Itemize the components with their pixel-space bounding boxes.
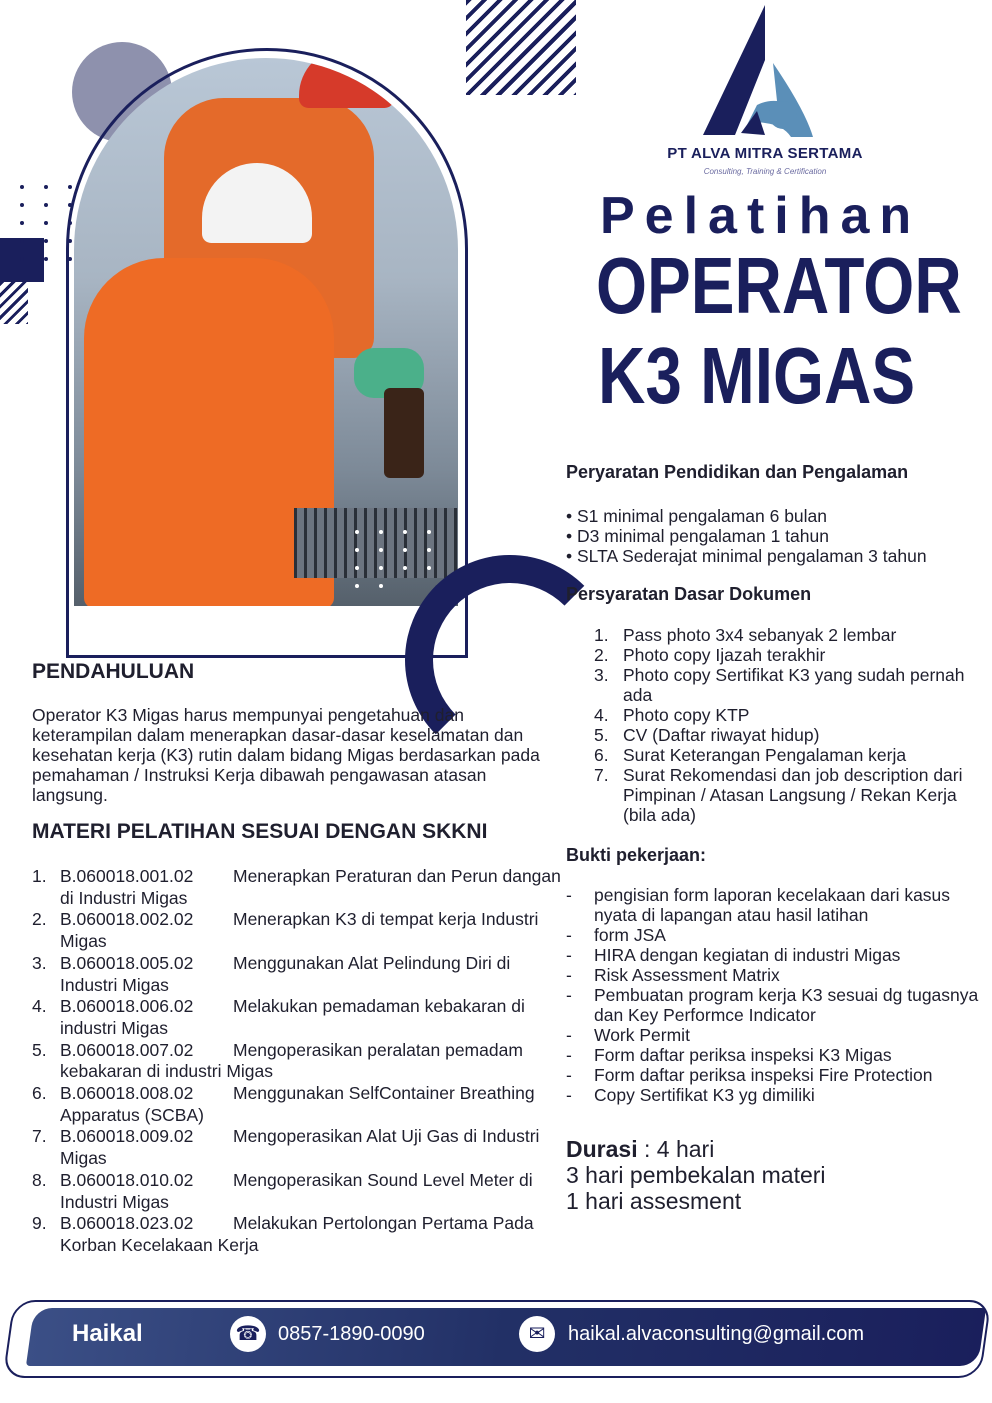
unit-code: B.060018.023.02 — [60, 1213, 194, 1234]
contact-phone[interactable]: 0857-1890-0090 — [278, 1323, 425, 1345]
unit-code: B.060018.002.02 — [60, 909, 194, 930]
item-number: 1. — [32, 866, 47, 886]
list-item: - form JSA — [566, 925, 986, 945]
list-item: CV (Daftar riwayat hidup) — [623, 725, 820, 745]
list-item: - Form daftar periksa inspeksi Fire Protection — [566, 1065, 986, 1085]
unit-title: Mengoperasikan Alat Uji Gas di Industri Migas — [60, 1126, 540, 1169]
duration-detail-2: 1 hari assesment — [566, 1188, 742, 1214]
unit-code: B.060018.010.02 — [60, 1169, 194, 1190]
title-line-1: Pelatihan — [600, 187, 922, 245]
duration-label: Durasi — [566, 1136, 638, 1162]
list-item: Pass photo 3x4 sebanyak 2 lembar — [623, 625, 897, 645]
list-item: • D3 minimal pengalaman 1 tahun — [566, 526, 946, 546]
document-requirements-list — [594, 625, 984, 825]
stylized-a-logo-icon — [695, 5, 835, 143]
materi-item — [32, 1213, 562, 1256]
evidence-list — [566, 885, 986, 1105]
unit-title: Menerapkan K3 di tempat kerja Industri Migas — [60, 909, 539, 952]
evidence-heading: Bukti pekerjaan: — [566, 845, 707, 865]
list-item: - Pembuatan program kerja K3 sesuai dg tugasnya dan Key Performce Indicator — [566, 985, 986, 1025]
list-item: Surat Keterangan Pengalaman kerja — [623, 745, 907, 765]
item-number: 9. — [32, 1213, 47, 1234]
list-item: - Work Permit — [566, 1025, 986, 1045]
list-item: - pengisian form laporan kecelakaan dari kasus nyata di lapangan atau hasil latihan — [566, 885, 986, 925]
company-tagline: Consulting, Training & Certification — [703, 167, 827, 176]
contact-email[interactable]: haikal.alvaconsulting@gmail.com — [568, 1323, 864, 1345]
decorative-dot-grid-photo — [355, 530, 431, 588]
materi-item — [32, 1170, 562, 1213]
unit-title: Melakukan pemadaman kebakaran di industri Migas — [60, 996, 525, 1038]
unit-title: Mengoperasikan peralatan pemadam kebakaran di industri Migas — [60, 1039, 523, 1082]
duration-detail-1: 3 hari pembekalan materi — [566, 1162, 826, 1188]
item-number: 3. — [32, 952, 47, 973]
unit-code: B.060018.009.02 — [60, 1126, 194, 1147]
company-name: PT ALVA MITRA SERTAMA — [667, 145, 863, 162]
item-number: 5. — [32, 1039, 47, 1060]
email-icon: ✉ — [519, 1316, 555, 1352]
list-item: - HIRA dengan kegiatan di industri Migas — [566, 945, 986, 965]
unit-code: B.060018.006.02 — [60, 996, 194, 1017]
materi-item — [32, 866, 562, 909]
title-line-3: K3 MIGAS — [598, 331, 916, 420]
list-item: Surat Rekomendasi dan job description dari Pimpinan / Atasan Langsung / Rekan Kerja (bila ada) — [623, 765, 963, 825]
unit-title: Melakukan Pertolongan Pertama Pada Korban Kecelakaan Kerja — [60, 1213, 534, 1255]
materi-item — [32, 909, 562, 952]
list-item: Photo copy KTP — [623, 705, 750, 725]
item-number: 2. — [32, 909, 47, 930]
item-number: 6. — [32, 1083, 47, 1104]
list-item: • S1 minimal pengalaman 6 bulan — [566, 506, 946, 526]
title-line-2: OPERATOR — [596, 241, 962, 330]
education-requirements-list — [566, 506, 946, 566]
list-item: • SLTA Sederajat minimal pengalaman 3 tahun — [566, 546, 946, 566]
document-requirements-heading: Persyaratan Dasar Dokumen — [566, 584, 812, 604]
list-item: Photo copy Ijazah terakhir — [623, 645, 826, 665]
materi-heading: MATERI PELATIHAN SESUAI DENGAN SKKNI — [32, 820, 488, 843]
duration-value: : 4 hari — [643, 1136, 715, 1162]
unit-title: Menggunakan Alat Pelindung Diri di Industri Migas — [60, 952, 511, 995]
materi-item — [32, 1040, 562, 1083]
education-requirements-heading: Peryaratan Pendidikan dan Pengalaman — [566, 462, 909, 482]
item-number: 8. — [32, 1169, 47, 1190]
item-number: 4. — [32, 996, 47, 1017]
unit-code: B.060018.001.02 — [60, 866, 194, 886]
unit-title: Mengoperasikan Sound Level Meter di Industri Migas — [60, 1169, 533, 1212]
materi-list — [32, 866, 562, 1257]
phone-icon: ☎ — [230, 1316, 266, 1352]
duration-block — [566, 1136, 826, 1214]
list-item: - Risk Assessment Matrix — [566, 965, 986, 985]
list-item: - Copy Sertifikat K3 yg dimiliki — [566, 1085, 986, 1105]
unit-code: B.060018.005.02 — [60, 952, 194, 973]
item-number: 7. — [32, 1126, 47, 1147]
unit-title: Menggunakan SelfContainer Breathing Apparatus (SCBA) — [60, 1083, 535, 1125]
intro-text: Operator K3 Migas harus mempunyai pengetahuan dan keterampilan dalam menerapkan dasar-dasar keselamatan dan kesehatan kerja (K3) rutin dalam bidang Migas berdasarkan pada pemahaman / Instruksi Kerja dibawah pengawasan atasan langsung. — [32, 705, 540, 805]
decorative-stripes-top — [466, 0, 576, 95]
list-item: Photo copy Sertifikat K3 yang sudah pernah ada — [623, 665, 965, 705]
decorative-stripes-left — [0, 282, 28, 324]
list-item: - Form daftar periksa inspeksi K3 Migas — [566, 1045, 986, 1065]
decorative-dot-grid — [20, 185, 72, 261]
contact-name: Haikal — [72, 1320, 143, 1347]
unit-title: Menerapkan Peraturan dan Perun dangan di Industri Migas — [60, 866, 561, 908]
materi-item — [32, 996, 562, 1039]
materi-item — [32, 1083, 562, 1126]
materi-item — [32, 953, 562, 996]
materi-item — [32, 1126, 562, 1169]
company-logo — [650, 5, 880, 180]
intro-heading: PENDAHULUAN — [32, 660, 195, 683]
unit-code: B.060018.007.02 — [60, 1039, 194, 1060]
unit-code: B.060018.008.02 — [60, 1083, 194, 1104]
